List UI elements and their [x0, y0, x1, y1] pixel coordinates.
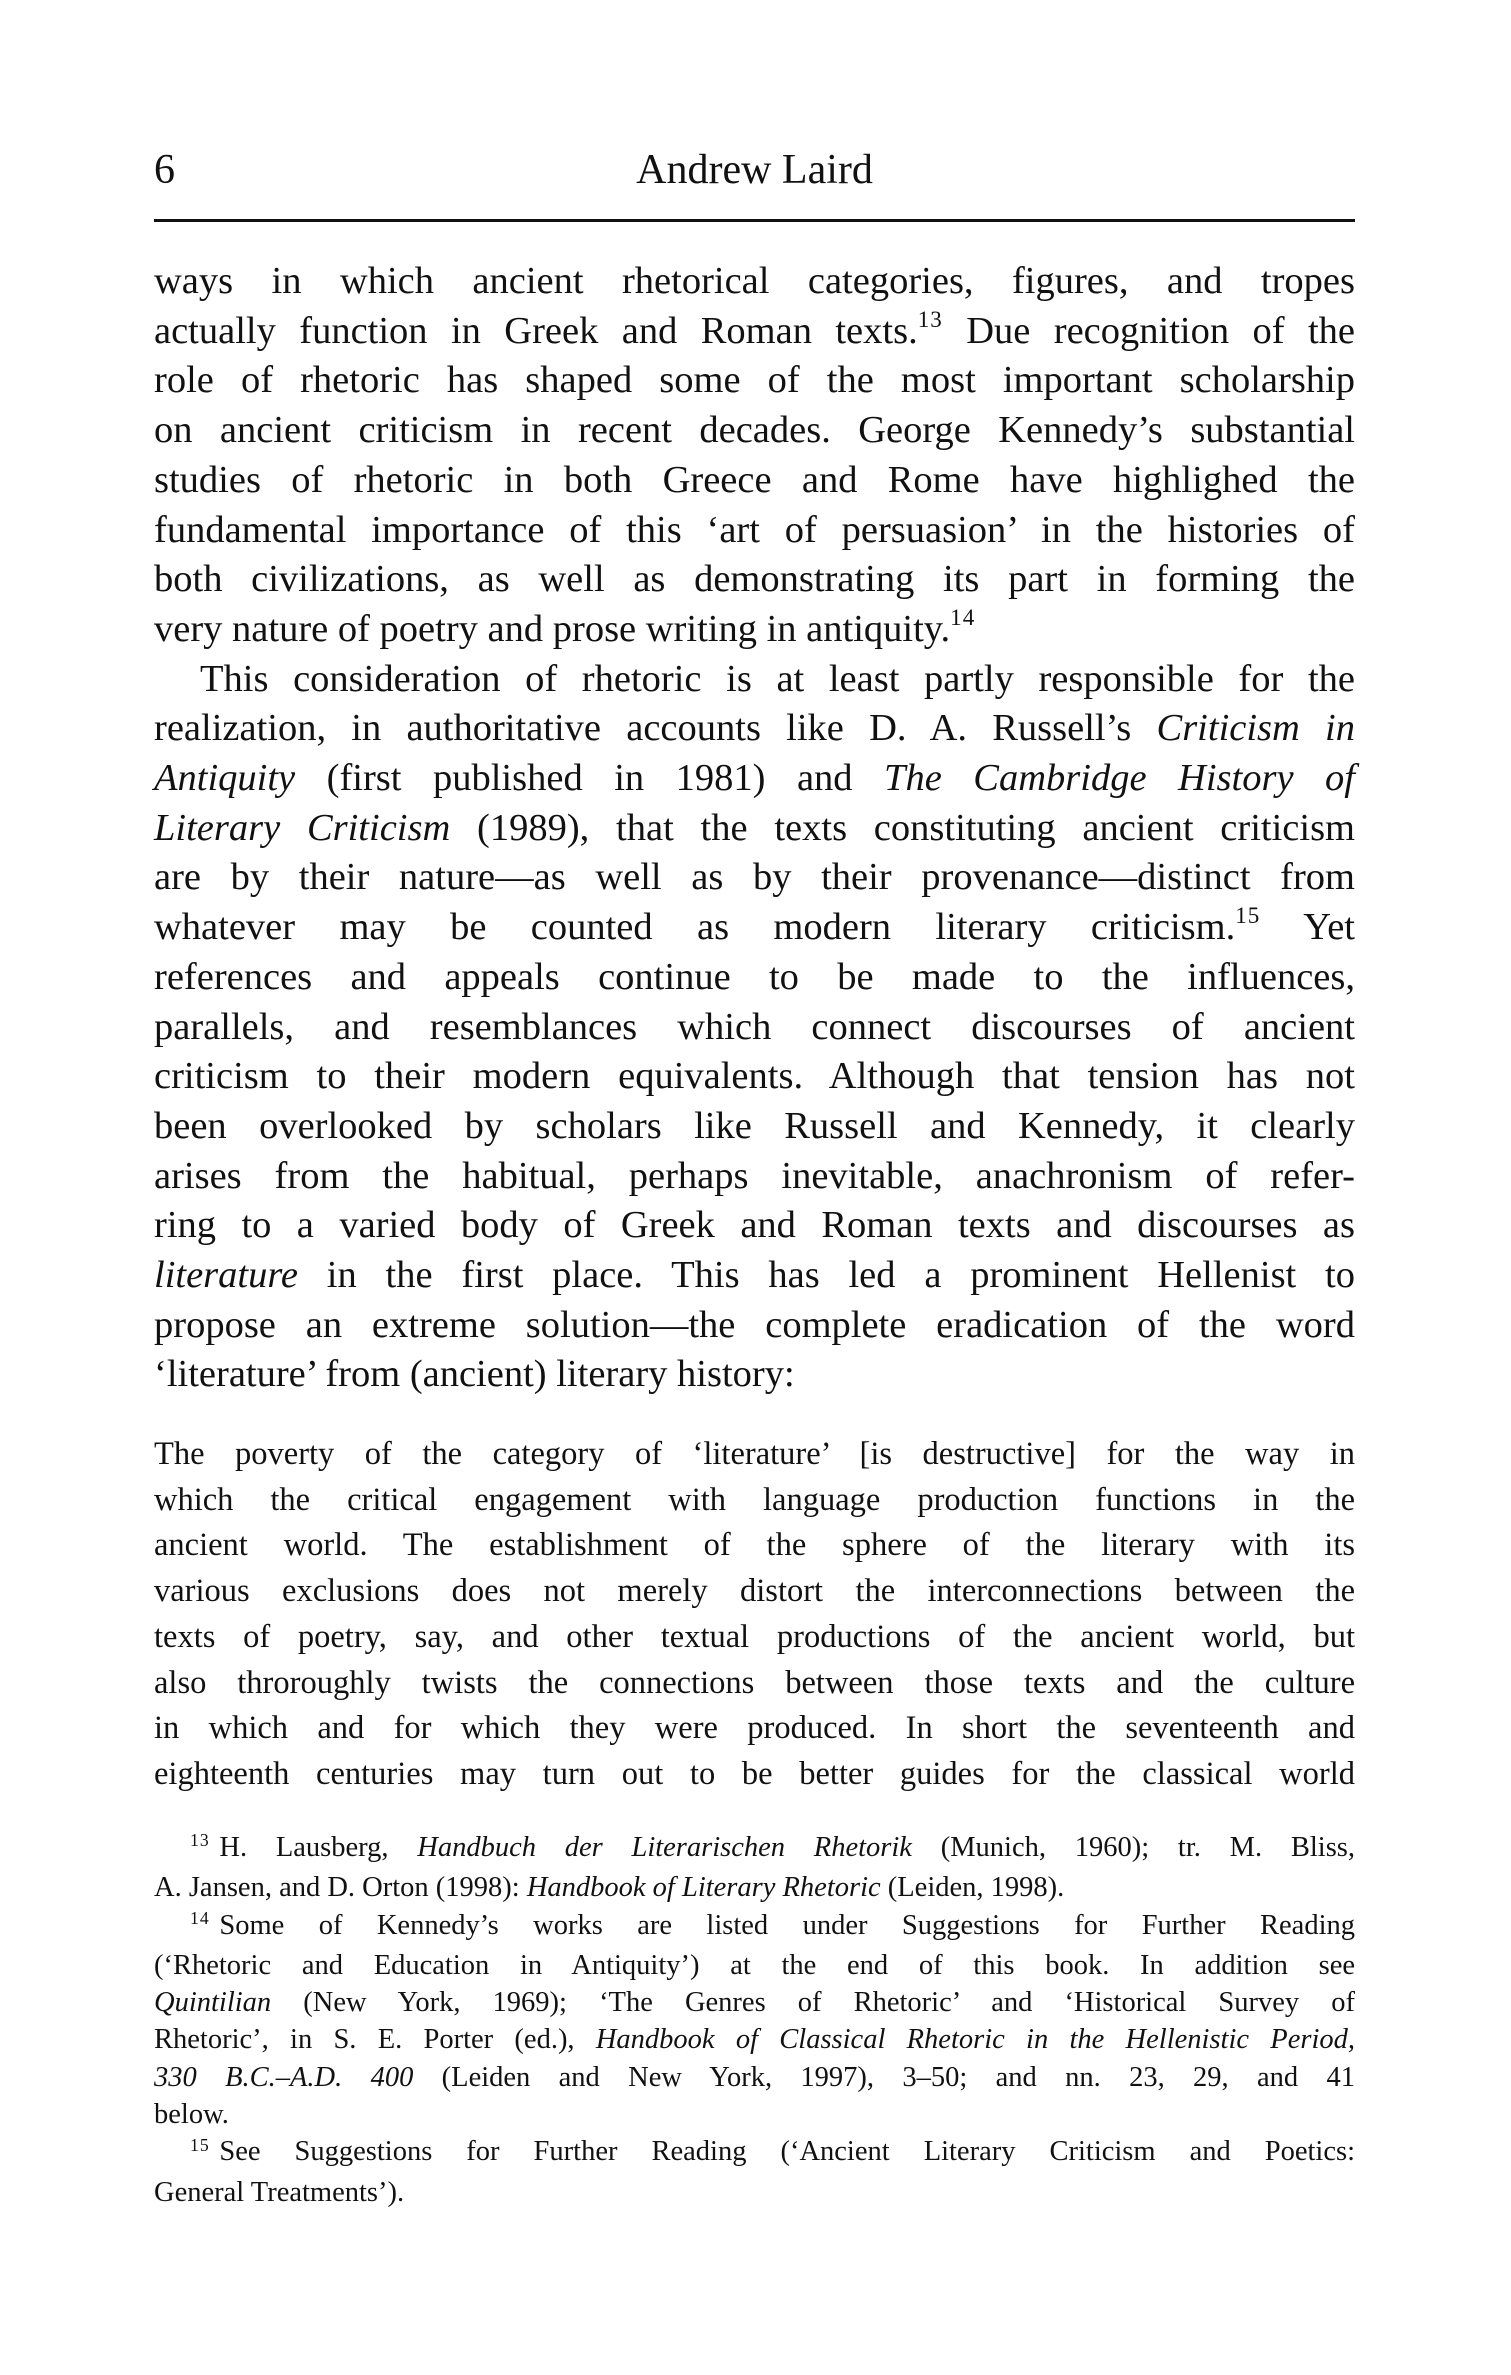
header-rule: [154, 219, 1355, 222]
body-line: [154, 1052, 1355, 1102]
body-line: [154, 257, 1355, 307]
body-line: [154, 1152, 1355, 1202]
text-run: in which and for which they were produced. In short the seventeenth and: [154, 1710, 1355, 1747]
body-line: [154, 1301, 1355, 1351]
footnote-line: [154, 2133, 1355, 2173]
body-line: [154, 605, 1355, 655]
footnote-13: [154, 1829, 1355, 1907]
text-run: criticism to their modern equivalents. Although that tension has not: [154, 1055, 1355, 1098]
footnote-ref: 15: [1235, 901, 1261, 928]
body-line: [154, 1003, 1355, 1053]
body-line: [154, 406, 1355, 456]
quote-line: [154, 1478, 1355, 1524]
text-run: Some of Kennedy’s works are listed under Suggestions for Further Reading: [219, 1909, 1355, 1941]
text-run: on ancient criticism in recent decades. George Kennedy’s substantial: [154, 409, 1355, 452]
quote-line: [154, 1752, 1355, 1798]
body-line: [154, 1251, 1355, 1301]
body-line: [154, 1350, 1355, 1400]
text-run: been overlooked by scholars like Russell and Kennedy, it clearly: [154, 1104, 1355, 1147]
text-run: fundamental importance of this ‘art of persuasion’ in the histories of: [154, 508, 1355, 551]
paragraph: [154, 655, 1355, 1401]
text-run: Rhetoric’, in S. E. Porter (ed.),: [154, 2024, 596, 2056]
block-quote: [154, 1432, 1355, 1798]
footnote-line: [154, 2096, 1355, 2133]
text-run: also throroughly twists the connections between those texts and the culture: [154, 1664, 1355, 1701]
quote-line: [154, 1569, 1355, 1615]
text-run: Due recognition of the: [942, 309, 1356, 352]
footnote-line: [154, 2021, 1355, 2058]
text-run: studies of rhetoric in both Greece and Rome have highlighed the: [154, 458, 1355, 501]
quote-line: [154, 1615, 1355, 1661]
text-run: (Munich, 1960); tr. M. Bliss,: [911, 1832, 1356, 1863]
text-run: Yet: [1260, 906, 1355, 949]
body-line: [154, 804, 1355, 854]
text-run: parallels, and resemblances which connect discourses of ancient: [154, 1005, 1355, 1048]
footnote-number: 15: [190, 2134, 210, 2155]
text-run: ways in which ancient rhetorical categories, figures, and tropes: [154, 260, 1355, 302]
italic-text: Antiquity: [154, 757, 296, 800]
text-run: A. Jansen, and D. Orton (1998):: [154, 1872, 527, 1904]
body-line: [154, 506, 1355, 556]
italic-text: The Cambridge History of: [884, 757, 1355, 800]
text-run: role of rhetoric has shaped some of the most important scholarship: [154, 359, 1355, 402]
footnote-line: [154, 2059, 1355, 2096]
text-run: eighteenth centuries may turn out to be better guides for the classical world: [154, 1755, 1355, 1792]
text-run: which the critical engagement with language production functions in the: [154, 1481, 1355, 1518]
text-run: in the first place. This has led a prominent Hellenist to: [298, 1254, 1355, 1297]
text-run: below.: [154, 2099, 229, 2131]
body-line: [154, 953, 1355, 1003]
italic-text: Literary Criticism: [154, 806, 451, 849]
text-run: arises from the habitual, perhaps inevitable, anachronism of refer-: [154, 1154, 1355, 1197]
text-run: (1989), that the texts constituting ancient criticism: [450, 806, 1355, 849]
body-line: [154, 1201, 1355, 1251]
text-run: (Leiden and New York, 1997), 3–50; and nn. 23, 29, and 41: [413, 2061, 1355, 2093]
footnote-line: [154, 1869, 1355, 1906]
footnotes: [154, 1829, 1355, 2211]
text-run: (‘Rhetoric and Education in Antiquity’) at the end of this book. In addition see: [154, 1949, 1355, 1981]
footnote-ref: 14: [950, 603, 976, 630]
body-line: [154, 704, 1355, 754]
quote-line: [154, 1706, 1355, 1752]
text-run: (New York, 1969); ‘The Genres of Rhetoric’ and ‘Historical Survey of: [271, 1987, 1355, 2019]
running-head: Andrew Laird: [636, 147, 873, 193]
body-line: [154, 853, 1355, 903]
body-line: [154, 456, 1355, 506]
body-line: [154, 555, 1355, 605]
text-run: realization, in authoritative accounts like D. A. Russell’s: [154, 707, 1157, 750]
text-run: ‘literature’ from (ancient) literary history:: [154, 1353, 795, 1396]
text-run: propose an extreme solution—the complete eradication of the word: [154, 1303, 1355, 1346]
body-line: [154, 903, 1355, 953]
footnote-ref: 13: [917, 305, 943, 332]
footnote-line: [154, 1984, 1355, 2021]
text-run: whatever may be counted as modern literary criticism.: [154, 906, 1236, 949]
text-run: (Leiden, 1998).: [880, 1872, 1065, 1904]
text-run: references and appeals continue to be made to the influences,: [154, 955, 1355, 998]
text-run: This consideration of rhetoric is at least partly responsible for the: [200, 657, 1355, 700]
text-run: are by their nature—as well as by their provenance—distinct from: [154, 856, 1355, 899]
text-run: very nature of poetry and prose writing in antiquity.: [154, 607, 951, 650]
italic-text: 330 B.C.–A.D. 400: [154, 2061, 414, 2093]
text-run: See Suggestions for Further Reading (‘Ancient Literary Criticism and Poetics:: [219, 2136, 1355, 2168]
italic-text: Quintilian: [154, 1987, 272, 2019]
italic-text: Handbook of Literary Rhetoric: [526, 1872, 881, 1904]
italic-text: literature: [154, 1254, 298, 1297]
page-number: 6: [154, 147, 175, 193]
italic-text: Handbook of Classical Rhetoric in the Hellenistic Period,: [595, 2024, 1355, 2056]
text-run: (first published in 1981) and: [295, 757, 885, 800]
text-run: actually function in Greek and Roman texts.: [154, 309, 918, 352]
footnote-number: 13: [190, 1830, 210, 1851]
footnote-line: [154, 2174, 1355, 2211]
quote-line: [154, 1661, 1355, 1707]
paragraph: [154, 257, 1355, 655]
body-line: [154, 655, 1355, 705]
footnote-line: [154, 1947, 1355, 1984]
text-run: both civilizations, as well as demonstrating its part in forming the: [154, 558, 1355, 601]
footnote-line: [154, 1907, 1355, 1947]
body-line: [154, 754, 1355, 804]
footnote-14: [154, 1907, 1355, 2134]
body-line: [154, 307, 1355, 357]
text-run: H. Lausberg,: [219, 1832, 418, 1863]
text-run: General Treatments’).: [154, 2176, 405, 2208]
footnote-15: [154, 2133, 1355, 2211]
quote-line: [154, 1523, 1355, 1569]
text-run: The poverty of the category of ‘literature’ [is destructive] for the way in: [154, 1436, 1355, 1472]
text-run: ancient world. The establishment of the sphere of the literary with its: [154, 1527, 1355, 1564]
body-line: [154, 356, 1355, 406]
italic-text: Criticism in: [1156, 707, 1355, 750]
text-run: texts of poetry, say, and other textual productions of the ancient world, but: [154, 1618, 1355, 1655]
footnote-number: 14: [190, 1907, 210, 1928]
body-line: [154, 1102, 1355, 1152]
quote-line: [154, 1432, 1355, 1478]
text-run: ring to a varied body of Greek and Roman texts and discourses as: [154, 1204, 1355, 1247]
text-run: various exclusions does not merely distort the interconnections between the: [154, 1573, 1355, 1610]
footnote-line: [154, 1829, 1355, 1869]
italic-text: Handbuch der Literarischen Rhetorik: [417, 1832, 912, 1863]
body-text: [154, 257, 1355, 1400]
